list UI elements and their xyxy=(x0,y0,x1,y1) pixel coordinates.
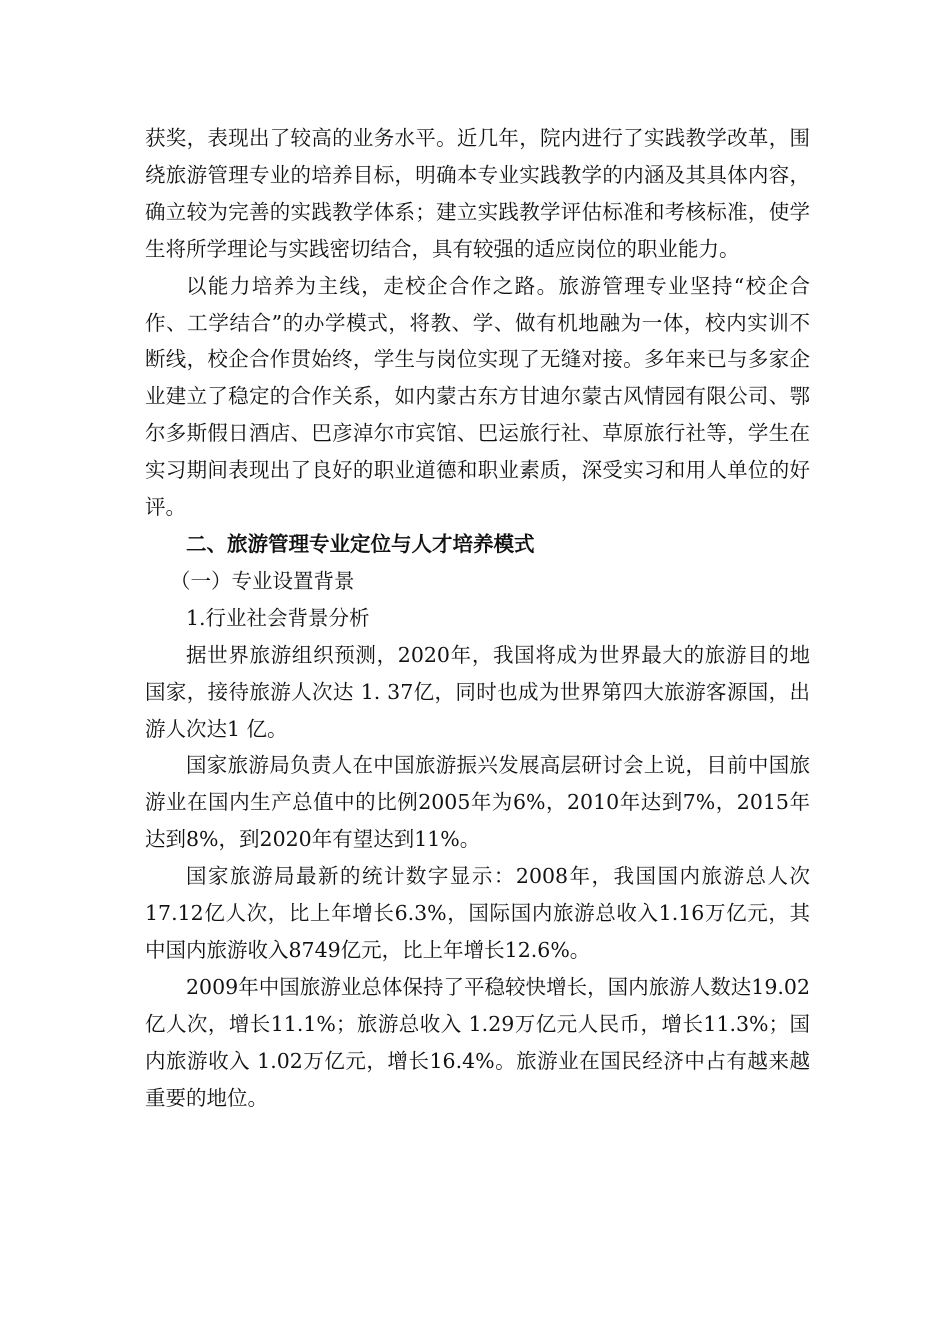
paragraph-continuation: 获奖，表现出了较高的业务水平。近几年，院内进行了实践教学改革，围绕旅游管理专业的培养目标，明确本专业实践教学的内涵及其具体内容，确立较为完善的实践教学体系；建立实践教学评估标准和考核标准，使学生将所学理论与实践密切结合，具有较强的适应岗位的职业能力。 xyxy=(145,126,810,261)
paragraph-school-enterprise: 以能力培养为主线，走校企合作之路。旅游管理专业坚持“校企合作、工学结合”的办学模式，将教、学、做有机地融为一体，校内实训不断线，校企合作贯始终，学生与岗位实现了无缝对接。多年来已与多家企业建立了稳定的合作关系，如内蒙古东方甘迪尔蒙古风情园有限公司、鄂尔多斯假日酒店、巴彦淖尔市宾馆、巴运旅行社、草原旅行社等，学生在实习期间表现出了良好的职业道德和职业素质，深受实习和用人单位的好评。 xyxy=(145,273,810,520)
document-page xyxy=(145,120,810,1116)
paragraph-gdp-share: 国家旅游局负责人在中国旅游振兴发展高层研讨会上说，目前中国旅游业在国内生产总值中的比例2005年为6%，2010年达到7%，2015年达到8%，到2020年有望达到11%。 xyxy=(145,753,810,852)
numbered-heading: 1.行业社会背景分析 xyxy=(186,605,370,630)
section-heading: 二、旅游管理专业定位与人才培养模式 xyxy=(186,531,535,556)
subsection-heading: （一）专业设置背景 xyxy=(170,568,355,593)
paragraph-2008-stats: 国家旅游局最新的统计数字显示：2008年，我国国内旅游总人次17.12亿人次，比上年增长6.3%，国际国内旅游总收入1.16万亿元，其中国内旅游收入8749亿元，比上年增长12.6%。 xyxy=(145,864,810,962)
paragraph-forecast: 据世界旅游组织预测，2020年，我国将成为世界最大的旅游目的地国家，接待旅游人次达 1. 37亿，同时也成为世界第四大旅游客源国，出游人次达1 亿。 xyxy=(145,642,810,741)
paragraph-2009-stats: 2009年中国旅游业总体保持了平稳较快增长，国内旅游人数达19.02亿人次，增长11.1%；旅游总收入 1.29万亿元人民币，增长11.3%；国内旅游收入 1.02万亿元，增长16.4%。旅游业在国民经济中占有越来越重要的地位。 xyxy=(145,974,810,1110)
